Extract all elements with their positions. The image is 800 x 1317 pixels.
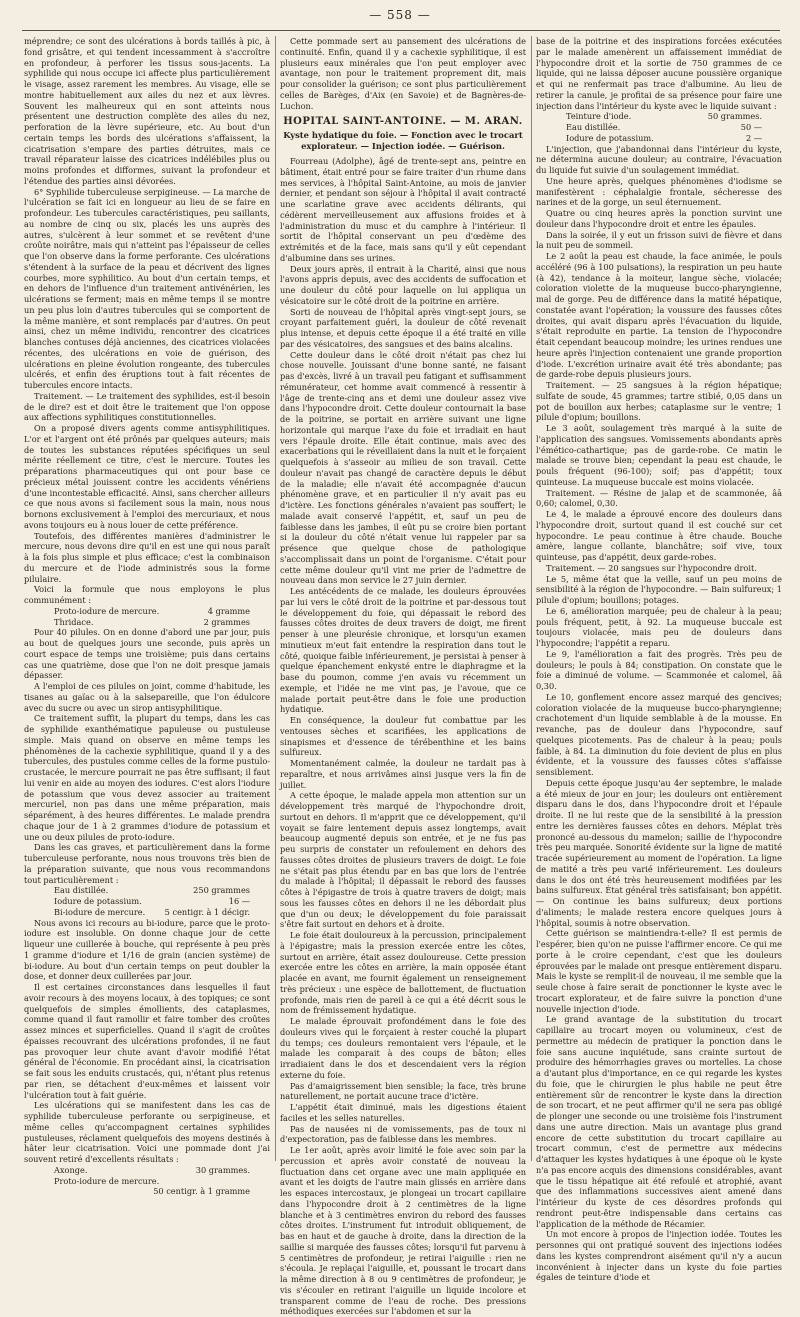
formula-ingredient: Bi-iodure de mercure. — [54, 906, 146, 917]
column-2 — [280, 36, 526, 1317]
formula-quantity: 4 gramme — [207, 605, 250, 616]
paragraph: Le 10, gonflement encore assez marqué des gencives; coloration violacée de la muqueuse bucco-pharyngienne; crachotement d'un liquide semblable à de la mousse. En revanche, pas de douleur dans l'hypocondre, sauf quelques picotements. Pas de chaleur à la peau; pouls faible, à 84. La diminution du foie devient de plus en plus évidente, et la voussure des fausses côtes s'affaisse sensiblement. — [536, 691, 782, 777]
paragraph: Le grand avantage de la substitution du trocart capillaire au trocart moyen ou volumineux, c'est de permettre au médecin de pratiquer la ponction dans le foie sans aucune inquiétude, sans crainte surtout de produire des hémorrhagies graves ou mortelles. La chose a d'autant plus d'importance, en ce qui regarde les kystes du foie, que le chirurgien le plus habile ne peut être entièrement sûr de rencontrer le kyste dans la direction de son trocart, et ne peut affirmer qu'il ne sera pas obligé de plonger une seconde ou une troisième fois l'instrument dans une autre direction. Mais un avantage plus grand encore de cette substitution du trocart capillaire au trocart commun, c'est de permettre aux médecins d'attaquer les kystes hydatiques à une époque où le kyste n'a pas encore acquis des dimensions considérables, avant que le tissu hépatique ait été refoulé et atrophié, avant que des inflammations successives aient amené dans l'intérieur du kyste de ces désordres profonds qui rendront peut-être indispensable dans certains cas l'application de la méthode de Récamier. — [536, 1014, 782, 1229]
formula-line — [24, 907, 270, 918]
paragraph: Cette pommade sert au pansement des ulcérations de continuité. Enfin, quand il y a cachexie syphilitique, il est plusieurs eaux minérales que l'on peut employer avec avantage, non pour le traitement proprement dit, mais pour consolider la guérison; ce sont plus particulièrement celles de Barèges, d'Aix (en Savoie) et de Bagnères-de-Luchon. — [280, 36, 526, 111]
section-subtitle: Kyste hydatique du foie. — Fonction avec le trocart explorateur. — Injection iodée. — Guérison. — [283, 130, 523, 151]
formula-quantity: 50 grammes. — [707, 111, 762, 122]
formula-block — [24, 606, 270, 628]
paragraph: Le 3 août, soulagement très marqué à la suite de l'application des sangsues. Vomissements abondants après l'émético-cathartique; pas de garde-robe. Ce matin le malade se trouve bien; cependant la peau est chaude, le pouls fréquent (96-100); soif; pas d'appétit; toux quinteuse. La muqueuse buccale est moins violacée. — [536, 423, 782, 487]
column-3 — [536, 36, 782, 1283]
paragraph: Deux jours après, il entrait à la Charité, ainsi que nous l'avons appris depuis, avec des accidents de suffocation et une douleur du côté pour laquelle on lui appliqua un vésicatoire sur le côté droit de la poitrine en arrière. — [280, 263, 526, 306]
paragraph: A l'emploi de ces pilules on joint, comme d'habitude, les tisanes au gaïac ou à la salsepareille, que l'on édulcore avec du sucre ou avec un sirop antisyphilitique. — [24, 681, 270, 713]
column-divider-2 — [531, 36, 532, 1161]
paragraph: base de la poitrine et des inspirations forcées exécutées par le malade amenèrent un affaissement immédiat de l'hypocondre droit et la sortie de 750 grammes de ce liquide, qui ne laissa déposer aucune poussière organique et qui ne renfermait pas trace d'albumine. Au lieu de retirer la canule, je profitai de sa présence pour faire une injection dans l'intérieur du kyste avec le liquide suivant : — [536, 36, 782, 111]
formula-ingredient: Iodure de potassium. — [54, 896, 142, 906]
formula-ingredient: Axonge. — [54, 1164, 88, 1175]
formula-quantity: 50 — — [740, 122, 762, 132]
section-title: HOPITAL SAINT-ANTOINE. — M. ARAN. — [283, 116, 523, 128]
paragraph: L'injection, que j'abandonnai dans l'intérieur du kyste, ne détermina aucune douleur; au contraire, l'évacuation du liquide fut suivie d'un soulagement immédiat. — [536, 143, 782, 175]
formula-line — [536, 122, 782, 133]
formula-quantity: 16 — — [228, 896, 250, 906]
column-divider-1 — [275, 36, 276, 1161]
formula-line — [24, 1165, 270, 1176]
paragraph: méprendre; ce sont des ulcérations à bords taillés à pic, à fond grisâtre, et qui tendent incessamment à s'accroître en profondeur, à perforer les tissus sous-jacents. La syphilide qui nous occupe ici affecte plus particulièrement le visage, assez rarement les membres. Au visage, elle se montre habituellement aux ailes du nez et aux lèvres. Souvent les malheureux qui en sont atteints nous présentent une destruction complète des ailes du nez, perforation de la lèvre supérieure, etc. Au bout d'un certain temps les bords des ulcérations s'affaissent, la cicatrisation s'empare des parties détruites, mais ce travail réparateur laisse des cicatrices indélébiles plus ou moins profondes et difformes, suivant la profondeur et l'étendue des parties ainsi dévorées. — [24, 36, 270, 186]
formula-quantity: 5 centigr. à 1 décigr. — [164, 906, 250, 917]
formula-quantity: 2 grammes — [203, 616, 250, 627]
paragraph: Pas d'amaigrissement bien sensible; la face, très brune naturellement, ne portait aucune trace d'ictère. — [280, 1080, 526, 1102]
paragraph: Le 6, amélioration marquée; peu de chaleur à la peau; pouls fréquent, petit, à 92. La muqueuse buccale est toujours violacée, mais peu de douleurs dans l'hypocondre; l'appétit a reparu. — [536, 605, 782, 648]
paragraph: Fourreau (Adolphe), âgé de trente-sept ans, peintre en bâtiment, était entré pour se faire traiter d'un rhume dans mes services, à l'hôpital Saint-Antoine, au mois de janvier dernier, et pendant son séjour à l'hôpital il avait contracté une scarlatine grave avec accidents délirants, qui cédèrent merveilleusement aux affusions froides et à l'administration du musc et du camphre à l'intérieur. Il sortit de l'hôpital conservant un peu d'œdème des extrémités et de la face, mais sans qu'il y eût cependant d'albumine dans ses urines. — [280, 156, 526, 263]
paragraph: Sorti de nouveau de l'hôpital après vingt-sept jours, se croyant parfaitement guéri, la douleur de côté revenait plus intense, et depuis cette époque il a été traité en ville par des vésicatoires, des sangsues et des bains alcalins. — [280, 306, 526, 349]
formula-block — [536, 111, 782, 143]
paragraph: Cette guérison se maintiendra-t-elle? Il est permis de l'espérer, bien qu'on ne puisse l'affirmer encore. Ce qui me porte à le croire cependant, c'est que les douleurs éprouvées par le malade ont presque entièrement disparu. Mais le kyste se remplit-il de nouveau, il me semble que la seule chose à faire serait de ponctionner le kyste avec le trocart explorateur, et de faire suivre la ponction d'une nouvelle injection d'iode. — [536, 928, 782, 1014]
formula-ingredient: Thridace. — [54, 616, 94, 627]
paragraph: Une heure après, quelques phénomènes d'iodisme se manifestèrent : céphalalgie frontale, sécheresse des narines et de la gorge, un seul éternuement. — [536, 175, 782, 208]
formula-line — [24, 885, 270, 896]
paragraph: Il est certaines circonstances dans lesquelles il faut avoir recours à des moyens locaux, à des topiques; ce sont quelquefois de simples émollients, des cataplasmes, comme quand il faut ramollir et faire tomber des croûtes assez minces et superficielles. Quand il s'agit de croûtes épaisses recouvrant des ulcérations profondes, il ne faut pas provoquer leur chute avant d'avoir modifié l'état général de l'économie. En procédant ainsi, la cicatrisation se fait sous les enduits crustacés, qui, n'étant plus retenus par rien, se détachent d'eux-mêmes et laissent voir l'ulcération tout à fait guérie. — [24, 982, 270, 1100]
paragraph: Depuis cette époque jusqu'au 4er septembre, le malade a été mieux de jour en jour; les douleurs ont entièrement disparu dans le dos, dans l'hypocondre droit et l'épaule droite. Il ne lui reste que de la sensibilité à la pression entre les dernières fausses côtes en dehors. Méplat très prononcé au-dessous du mamelon; saillie de l'hypocondre très peu marquée. Sonorité évidente sur la ligne de matité tracée supérieurement au moment de l'opération. La ligne de matité a très peu varié inférieurement. Les douleurs dans le dos ont été très heureusement modifiées par les bains sulfureux. État général très satisfaisant; bon appétit. — On continue les bains sulfureux; deux portions d'aliments; le malade restera encore quelques jours à l'hôpital, soumis à notre observation. — [536, 777, 782, 928]
paragraph: Le foie était douloureux à la percussion, principalement à l'épigastre; mais la pression exercée entre les côtes, surtout en arrière, était assez douloureuse. Cette pression exercée entre les côtes en arrière, la main opposée étant placée en avant, me fournit également un renseignement très précieux : une espèce de ballottement, de fluctuation profonde, mais rien de pareil à ce qui a été décrit sous le nom de frémissement hydatique. — [280, 930, 526, 1016]
paragraph: Un mot encore à propos de l'injection iodée. Toutes les personnes qui ont pratiqué souvent des injections iodées dans les kystes comprendront aisément qu'il n'y a aucun inconvénient à injecter dans un kyste du foie parties égales de teinture d'iode et — [536, 1229, 782, 1283]
paragraph: Le 1er août, après avoir limité le foie avec soin par la percussion et après avoir constaté de nouveau la fluctuation dans cet organe avec une main appliquée en avant et les doigts de l'autre main glissés en arrière dans les espaces intercostaux, je plongeai un trocart capillaire dans l'hypocondre droit à 2 centimètres de la ligne blanche et à 3 centimètres environ du rebord des fausses côtes droites. L'instrument fut introduit obliquement, de bas en haut et de gauche à droite, dans la direction de la saillie si marquée des fausses côtes; lorsqu'il fut parvenu à 5 centimètres de profondeur, je retirai l'aiguille : rien ne s'écoula. Je replaçai l'aiguille, et, poussant le trocart dans la même direction à 8 ou 9 centimètres de profondeur, je vis s'écouler en retirant l'aiguille un liquide incolore et transparent comme de l'eau de roche. Des pressions méthodiques exercées sur l'abdomen et sur la — [280, 1145, 526, 1317]
paragraph: Les ulcérations qui se manifestent dans les cas de syphilide tuberculeuse perforante ou serpigineuse, et même celles qu'accompagnent certaines syphilides pustuleuses, réclament quelquefois des moyens destinés à hâter leur cicatrisation. Voici une pommade dont j'ai souvent retiré d'excellents résultats : — [24, 1100, 270, 1164]
paragraph: En conséquence, la douleur fut combattue par les ventouses sèches et scarifiées, les applications de sinapismes et d'essence de térébenthine et les bains sulfureux. — [280, 715, 526, 758]
paragraph: Traitement. — 25 sangsues à la région hépatique; sulfate de soude, 45 grammes; tartre stibié, 0,05 dans un pot de bouillon aux herbes; cataplasme sur le ventre; 1 pilule d'opium; bouillons. — [536, 380, 782, 423]
formula-line — [24, 1175, 270, 1197]
paragraph: On a proposé divers agents comme antisyphilitiques. L'or et l'argent ont été prônés par quelques auteurs; mais de toutes les substances réputées spécifiques un seul mérite réellement ce titre, c'est le mercure. Toutes les préparations pharmaceutiques qui ont pour base ce précieux métal jouissent contre les accidents vénériens d'une incontestable efficacité. Ainsi, sans chercher ailleurs ce que nous avons si facilement sous la main, nous nous bornons exclusivement à l'emploi des mercuriaux, et nous avons toujours eu à nous louer de cette préférence. — [24, 423, 270, 530]
paragraph: L'appétit était diminué, mais les digestions étaient faciles et les selles naturelles. — [280, 1102, 526, 1123]
paragraph: Le 9, l'amélioration a fait des progrès. Très peu de douleurs; le pouls à 84; constipation. On constate que le foie a diminué de volume. — Scammonée et calomel, āā 0,30. — [536, 648, 782, 691]
paragraph: Le 4, le malade a éprouvé encore des douleurs dans l'hypocondre droit, surtout quand il est couché sur cet hypocondre. Le peau continue à être chaude. Bouche amère, langue collante, blanchâtre; soif vive, toux quinteuse, pas d'appétit, deux garde-robes. — [536, 509, 782, 562]
formula-quantity: 250 grammes — [193, 885, 250, 896]
formula-ingredient: Eau distillée. — [566, 122, 621, 132]
formula-line — [24, 606, 270, 617]
formula-ingredient: Eau distillée. — [54, 885, 109, 896]
formula-ingredient: Iodure de potassium. — [566, 132, 654, 143]
formula-block — [24, 885, 270, 917]
paragraph: Dans les cas graves, et particulièrement dans la forme tuberculeuse perforante, nous nous trouvons très bien de la préparation suivante, que nous vous recommandons tout particulièrement : — [24, 842, 270, 885]
formula-ingredient: Teinture d'iode. — [566, 111, 632, 122]
formula-quantity: 50 centigr. à 1 gramme — [153, 1186, 250, 1197]
column-1 — [24, 36, 271, 1197]
paragraph: Voici la formule que nous employons le plus communément : — [24, 584, 270, 605]
formula-line — [536, 111, 782, 122]
formula-ingredient: Proto-iodure de mercure. — [54, 1175, 160, 1186]
header-rule — [22, 30, 780, 31]
paragraph: Momentanément calmée, la douleur ne tardait pas à reparaître, et nous arrivâmes ainsi jusque vers la fin de juillet. — [280, 758, 526, 790]
page-number: — 558 — — [369, 8, 431, 22]
paragraph: Les antécédents de ce malade, les douleurs éprouvées par lui vers le côté droit de la poitrine et par-dessous tout le développement du foie, qui dépassait le rebord des fausses côtes droites de deux travers de doigt, me firent penser à une pleurésie chronique, et lorsqu'un examen minutieux m'eut fait entendre la respiration dans tout le côté, quoique faible inférieurement, je persistai à penser à quelque épanchement enkysté entre le diaphragme et la base du poumon, comme j'en avais vu récemment un exemple, et l'idée ne me vint pas, je l'avoue, que ce malade portait peut-être dans le foie une production hydatique. — [280, 586, 526, 715]
paragraph: Nous avons ici recours au bi-iodure, parce que le proto-iodure est insoluble. On donne chaque jour de cette liqueur une cuillerée à bouche, qui représente à peu près 1 gramme d'iodure et 1/16 de grain (ancien système) de bi-iodure. Au bout d'un certain temps on peut doubler la dose, et donner deux cuillerées par jour. — [24, 917, 270, 982]
paragraph: Ce traitement suffit, la plupart du temps, dans les cas de syphilide exanthématique papuleuse ou pustuleuse simple. Mais quand on observe en même temps les phénomènes de la cachexie syphilitique, quand il y a des tubercules, des pustules comme celles de la forme pustulo-crustacée, le mercure pourrait ne pas être suffisant; il faut lui venir en aide au moyen des iodures. C'est alors l'iodure de potassium que vous devez associer au traitement mercuriel, non pas dans une même préparation, mais séparément, à des heures différentes. Le malade prendra chaque jour de 1 à 2 grammes d'iodure de potassium et une ou deux pilules de proto-iodure. — [24, 713, 271, 842]
paragraph: Dans la soirée, il y eut un frisson suivi de fièvre et dans la nuit peu de sommeil. — [536, 229, 782, 251]
formula-line — [24, 896, 270, 907]
paragraph: Le 5, même état que la veille, sauf un peu moins de sensibilité à la région de l'hypocondre. — Bain sulfureux; 1 pilule d'opium; bouillons; potages. — [536, 573, 782, 605]
formula-line — [536, 133, 782, 144]
paragraph: Pas de nausées ni de vomissements, pas de toux ni d'expectoration, pas de faiblesse dans les membres. — [280, 1123, 526, 1145]
paragraph: Quatre ou cinq heures après la ponction survint une douleur dans l'hypocondre droit et entre les épaules. — [536, 208, 782, 229]
paragraph: Le 2 août la peau est chaude, la face animée, le pouls accéléré (96 à 100 pulsations), la respiration un peu haute (à 42), tendance à la moiteur, langue sèche, violacée; coloration violette de la muqueuse bucco-pharyngienne, mal de gorge. Peu de différence dans la matité hépatique, constatée avant l'opération; la voussure des fausses côtes droites, qui avait disparu après l'évacuation du liquide, s'était reproduite en partie. La tension de l'hypocondre était cependant beaucoup moindre; les urines rendues une heure après l'injection contenaient une grande proportion d'iode. L'excrétion urinaire avait été très abondante; pas de garde-robe depuis plusieurs jours. — [536, 251, 782, 380]
formula-block — [24, 1164, 270, 1197]
paragraph: Toutefois, des différentes manières d'administrer le mercure, nous devons dire qu'il en est une qui nous paraît à la fois plus simple et plus efficace; c'est la combinaison du mercure et de l'iode administrés sous la forme pilulaire. — [24, 530, 270, 584]
paragraph: Traitement. — 20 sangsues sur l'hypocondre droit. — [546, 562, 757, 573]
paragraph: A cette époque, le malade appela mon attention sur un développement très marqué de l'hypochondre droit, surtout en dehors. Il m'apprit que ce développement, qu'il voyait se faire lentement depuis assez longtemps, avait beaucoup augmenté depuis son entrée, et je ne fus pas peu surpris de constater un refoulement en dehors des fausses côtes droites de plusieurs travers de doigt. Le foie ne s'était pas plus étendu par en bas que lors de l'entrée du malade à l'hôpital; il dépassait le rebord des fausses côtes à l'épigastre de trois à quatre travers de doigt; mais sous les fausses côtes en dehors il ne les débordait plus que d'un ou deux; le développement du foie paraissait s'être fait surtout en dehors et à droite. — [280, 790, 526, 930]
paragraph: Pour 40 pilules. On en donne d'abord une par jour, puis au bout de quelques jours une seconde, puis après un court espace de temps une troisième; puis dans certains cas une quatrième, dose que l'on ne doit presque jamais dépasser. — [24, 627, 270, 681]
formula-quantity: 2 — — [746, 132, 762, 143]
col1-paragraphs — [24, 36, 270, 606]
paragraph: Le malade éprouvait profondément dans le foie des douleurs vives qui le forçaient à rester couché la plupart du temps; ces douleurs remontaient vers l'épaule, et le malade les comparait à des coups de bâton; elles irradiaient dans le dos et descendaient vers la région externe du foie. — [280, 1016, 526, 1080]
paragraph: Traitement. — Résine de jalap et de scammonée, âā 0,60; calomel, 0,30. — [536, 487, 782, 509]
formula-line — [24, 617, 270, 628]
formula-ingredient: Proto-iodure de mercure. — [54, 605, 160, 616]
formula-quantity: 30 grammes. — [195, 1164, 250, 1175]
paragraph: Traitement. — Le traitement des syphilides, est-il besoin de le dire? est et doit être le traitement que l'on oppose aux affections syphilitiques constitutionnelles. — [24, 390, 270, 423]
paragraph: 6° Syphilide tuberculeuse serpigineuse. — La marche de l'ulcération se fait ici en longueur au lieu de se faire en profondeur. Les tubercules caractéristiques, peu saillants, au nombre de cinq ou six, placés les uns auprès des autres, s'ulcèrent à leur sommet et se revêtent d'une croûte noirâtre, mais qui n'atteint pas l'épaisseur de celles que l'on observe dans la forme perforante. Ces ulcérations s'étendent à la surface de la peau et décrivent des lignes courbes, more syphilitico. Au bout d'un certain temps, et en dehors de l'influence d'un traitement antivénérien, les ulcérations se ferment; mais en même temps il se montre un peu plus loin d'autres tubercules qui se comportent de la même manière, et sont remplacés par d'autres. On peut ainsi, chez un même individu, rencontrer des cicatrices blanches contuses déjà anciennes, des cicatrices violacées récentes, des ulcérations en voie de guérison, des ulcérations en pleine évolution rongeante, des tubercules ulcérés, et enfin des éruptions tout à fait récentes de tubercules encore intacts. — [24, 186, 270, 390]
paragraph: Cette douleur dans le côté droit n'était pas chez lui chose nouvelle. Jouissant d'une bonne santé, ne faisant pas d'excès, livré à un travail peu fatigant et suffisamment rémunérateur, cet homme avait commencé à ressentir à l'âge de trente-cinq ans et demi une douleur assez vive dans l'hypocondre droit. Cette douleur contournait la base de la poitrine, se portait en arrière suivant une ligne horizontale qui marque l'axe du foie et irradiait en haut vers l'épaule droite. Elle était continue, mais avec des exacerbations qui le réveillaient dans la nuit et le forçaient quelquefois à s'asseoir au milieu de son travail. Cette douleur n'avait pas changé de caractère depuis le début de la maladie; elle n'avait été accompagnée d'aucun phénomène grave, et en particulier il n'y avait pas eu d'ictère. Les fonctions générales n'avaient pas souffert; le malade avait conservé l'appétit, et, sauf un peu de faiblesse dans les jambes, il eût pu se croire bien portant si la douleur du côté n'était venue lui rappeler par sa présence que quelque chose de pathologique s'accomplissait dans un point de l'organisme. C'était pour cette même douleur qu'il vint me prier de l'admettre de nouveau dans mon service le 27 juin dernier. — [280, 349, 526, 586]
